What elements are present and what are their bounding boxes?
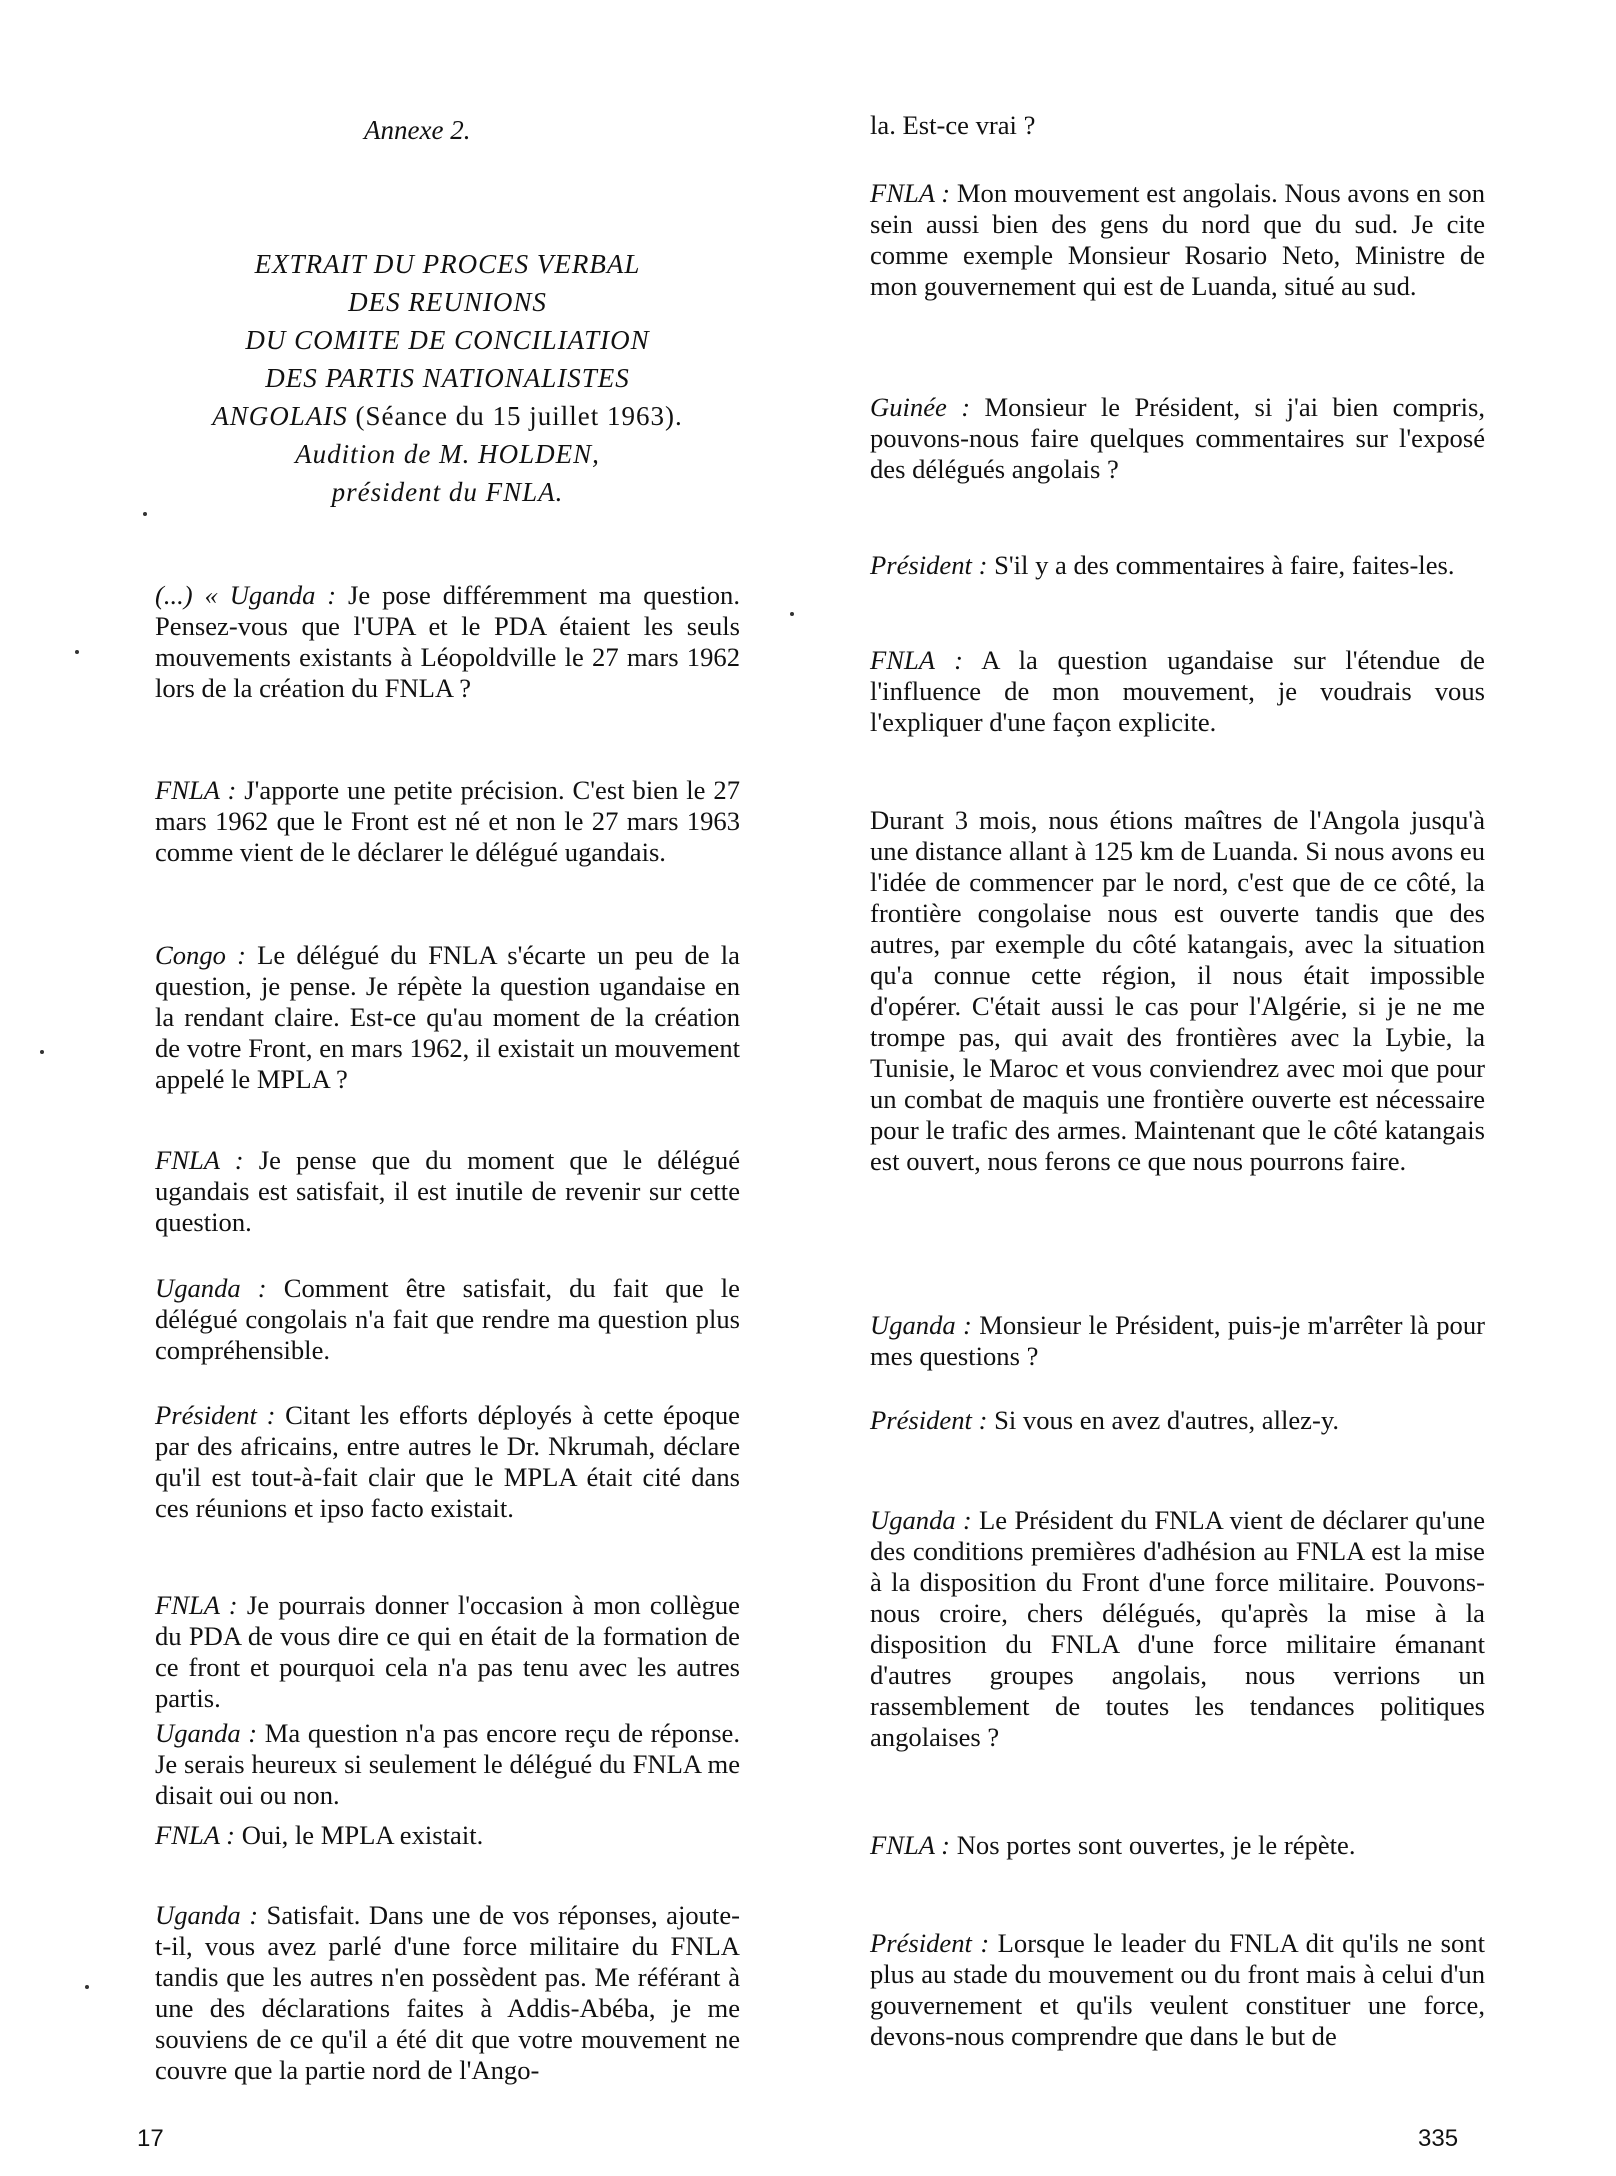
speaker: Congo : xyxy=(155,940,246,970)
heading-line: EXTRAIT DU PROCES VERBAL xyxy=(254,249,641,279)
paragraph xyxy=(155,1145,740,1238)
paragraph-text: Durant 3 mois, nous étions maîtres de l'Angola jusqu'à une distance allant à 125 km de Luanda. Si nous avons eu l'idée de commencer par le nord, c'est que de ce côté, la frontière congolaise nous est ouverte tandis que des autres, par exemple du côté katangais, avec la situation qu'a connue cette région, il nous était impossible d'opérer. C'était aussi le cas pour l'Algérie, si je ne me trompe pas, qui avait des frontières avec la Lybie, la Tunisie, le Maroc et vous conviendrez avec moi que pour un combat de maquis une frontière ouverte est nécessaire pour le trafic des armes. Maintenant que le côté katangais est ouvert, nous ferons ce que nous pourrons faire. xyxy=(870,805,1485,1176)
speaker: Président : xyxy=(870,1405,988,1435)
speaker: FNLA : xyxy=(155,775,237,805)
paragraph-text: Monsieur le Président, puis-je m'arrêter là pour mes questions ? xyxy=(870,1310,1486,1371)
paragraph-text: Monsieur le Président, si j'ai bien compris, pouvons-nous faire quelques commentaires sur l'exposé des délégués angolais ? xyxy=(870,392,1485,484)
heading-angolais: ANGOLAIS xyxy=(212,401,348,431)
annex-label: Annexe 2. xyxy=(364,115,471,145)
scan-speck xyxy=(75,650,79,654)
paragraph xyxy=(155,1900,740,2086)
heading-line: DU COMITE DE CONCILIATION xyxy=(245,325,650,355)
paragraph-text: Je pourrais donner l'occasion à mon collègue du PDA de vous dire ce qui en était de la formation de ce front et pourquoi cela n'a pas tenu avec les autres partis. xyxy=(155,1590,740,1713)
paragraph-text: Lorsque le leader du FNLA dit qu'ils ne sont plus au stade du mouvement ou du front mais à celui d'un gouvernement et qu'ils veulent constituer une force, devons-nous comprendre que dans le but de xyxy=(870,1928,1485,2051)
page-number-left: 17 xyxy=(137,2125,164,2152)
paragraph xyxy=(155,940,740,1095)
paragraph xyxy=(155,1820,740,1851)
heading-line-session xyxy=(155,397,740,435)
speaker: Uganda : xyxy=(870,1310,972,1340)
speaker: Guinée : xyxy=(870,392,971,422)
document-heading xyxy=(155,245,740,511)
paragraph xyxy=(870,550,1485,581)
paragraph-text: J'apporte une petite précision. C'est bien le 27 mars 1962 que le Front est né et non le 27 mars 1963 comme vient de le déclarer le délégué ugandais. xyxy=(155,775,740,867)
scan-speck xyxy=(85,1985,89,1989)
speaker: Uganda : xyxy=(155,1273,267,1303)
heading-line: DES REUNIONS xyxy=(348,287,547,317)
paragraph xyxy=(155,1590,740,1714)
paragraph-text: Ma question n'a pas encore reçu de réponse. Je serais heureux si seulement le délégué du FNLA me disait oui ou non. xyxy=(155,1718,740,1810)
scan-speck xyxy=(790,612,794,616)
paragraph-text: Oui, le MPLA existait. xyxy=(235,1820,484,1850)
scan-speck xyxy=(40,1050,44,1054)
heading-session-date: (Séance du 15 juillet 1963). xyxy=(347,401,683,431)
paragraph xyxy=(870,1310,1485,1372)
speaker: Président : xyxy=(870,1928,990,1958)
paragraph-text: Le Président du FNLA vient de déclarer qu'une des conditions premières d'adhésion au FNLA est la mise à la disposition du Front d'une force militaire. Pouvons-nous croire, chers délégués, qu'après la mise à la disposition du FNLA d'une force militaire émanant d'autres groupes angolais, nous verrions un rassemblement de toutes les tendances politiques angolaises ? xyxy=(870,1505,1485,1752)
paragraph-text: Si vous en avez d'autres, allez-y. xyxy=(987,1405,1340,1435)
paragraph-text: Nos portes sont ouvertes, je le répète. xyxy=(950,1830,1356,1860)
paragraph xyxy=(155,775,740,868)
paragraph-text: Comment être satisfait, du fait que le délégué congolais n'a fait que rendre ma question plus compréhensible. xyxy=(155,1273,740,1365)
speaker: FNLA : xyxy=(870,178,951,208)
speaker: Président : xyxy=(870,550,988,580)
speaker: FNLA : xyxy=(155,1590,238,1620)
paragraph xyxy=(870,1928,1485,2052)
paragraph xyxy=(870,110,1485,141)
speaker: FNLA : xyxy=(155,1145,244,1175)
paragraph xyxy=(155,580,740,704)
paragraph xyxy=(870,1405,1485,1436)
paragraph-text: A la question ugandaise sur l'étendue de l'influence de mon mouvement, je voudrais vous l'expliquer d'une façon explicite. xyxy=(870,645,1485,737)
scan-speck xyxy=(143,512,147,516)
paragraph-text: S'il y a des commentaires à faire, faites-les. xyxy=(987,550,1455,580)
paragraph xyxy=(155,1273,740,1366)
paragraph-text: Je pose différemment ma question. Pensez-vous que l'UPA et le PDA étaient les seuls mouvements existants à Léopoldville le 27 mars 1962 lors de la création du FNLA ? xyxy=(155,580,740,703)
paragraph-text: Citant les efforts déployés à cette époque par des africains, entre autres le Dr. Nkrumah, déclare qu'il est tout-à-fait clair que le MPLA était cité dans ces réunions et ipso facto existait. xyxy=(155,1400,740,1523)
paragraph xyxy=(870,805,1485,1177)
heading-line: président du FNLA. xyxy=(331,477,564,507)
speaker: FNLA : xyxy=(870,645,964,675)
paragraph xyxy=(870,392,1485,485)
speaker: Président : xyxy=(155,1400,276,1430)
paragraph xyxy=(870,1830,1485,1861)
paragraph xyxy=(155,1718,740,1811)
paragraph-text: Mon mouvement est angolais. Nous avons en son sein aussi bien des gens du nord que du sud. Je cite comme exemple Monsieur Rosario Neto, Ministre de mon gouvernement qui est de Luanda, situé au sud. xyxy=(870,178,1486,301)
page-number-right: 335 xyxy=(1418,2125,1459,2152)
paragraph-text: Le délégué du FNLA s'écarte un peu de la question, je pense. Je répète la question ugandaise en la rendant claire. Est-ce qu'au moment de la création de votre Front, en mars 1962, il existait un mouvement appelé le MPLA ? xyxy=(155,940,740,1094)
speaker: FNLA : xyxy=(870,1830,951,1860)
paragraph-text: Satisfait. Dans une de vos réponses, ajoute-t-il, vous avez parlé d'une force militaire du FNLA tandis que les autres n'en possèdent pas. Me référant à une des déclarations faites à Addis-Abéba, je me souviens de ce qu'il a été dit que votre mouvement ne couvre que la partie nord de l'Ango- xyxy=(155,1900,740,2085)
speaker: Uganda : xyxy=(155,1900,259,1930)
paragraph xyxy=(870,645,1485,738)
speaker: FNLA : xyxy=(155,1820,236,1850)
speaker: Uganda : xyxy=(155,1718,258,1748)
paragraph xyxy=(155,1400,740,1524)
heading-line: DES PARTIS NATIONALISTES xyxy=(265,363,630,393)
paragraph xyxy=(870,1505,1485,1753)
paragraph xyxy=(870,178,1485,302)
heading-line: Audition de M. HOLDEN, xyxy=(295,439,600,469)
speaker: Uganda : xyxy=(870,1505,972,1535)
paragraph-text: Je pense que du moment que le délégué ugandais est satisfait, il est inutile de revenir sur cette question. xyxy=(155,1145,740,1237)
paragraph-text: la. Est-ce vrai ? xyxy=(870,110,1036,140)
speaker: (...) « Uganda : xyxy=(155,580,337,610)
